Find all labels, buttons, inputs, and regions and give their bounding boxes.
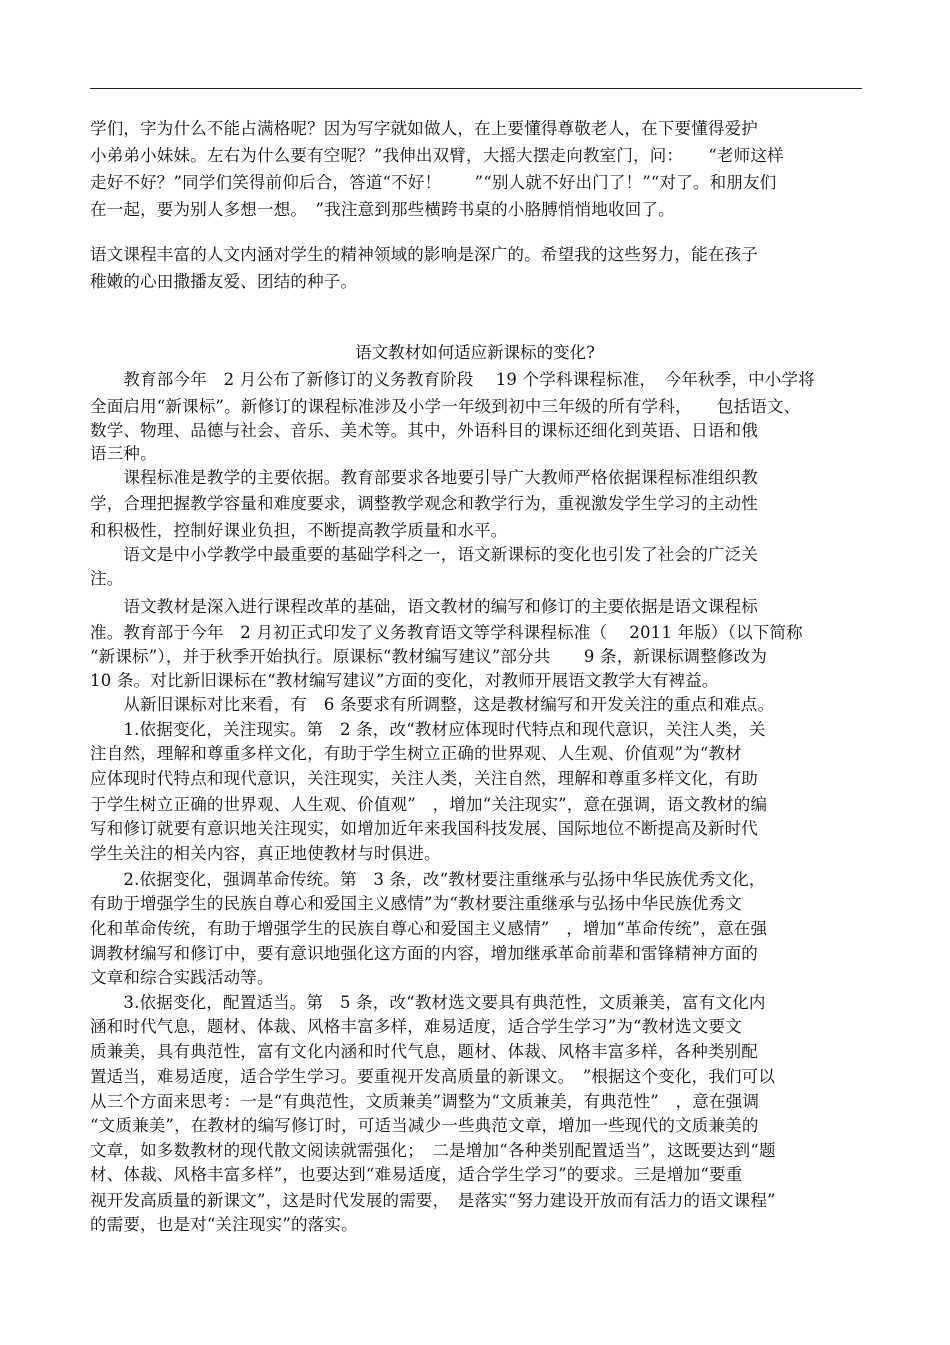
text-line: 应体现时代特点和现代意识，关注现实，关注人类，关注自然，理解和尊重多样文化，有助	[90, 769, 758, 788]
text-line: 注自然，理解和尊重多样文化，有助于学生树立正确的世界观、人生观、价值观”为“教材	[90, 744, 742, 763]
text-line: 和积极性，控制好课业负担，不断提高教学质量和水平。	[90, 521, 508, 540]
text-line: 文章，如多数教材的现代散文阅读就需强化； 二是增加“各种类别配置适当”，这既要达到“题	[90, 1141, 776, 1160]
text-line: 语文课程丰富的人文内涵对学生的精神领域的影响是深广的。希望我的这些努力，能在孩子	[90, 245, 758, 264]
text-line: 写和修订就要有意识地关注现实，如增加近年来我国科技发展、国际地位不断提高及新时代	[90, 819, 758, 838]
text-line: 学生关注的相关内容，真正地使教材与时俱进。	[90, 844, 441, 863]
text-line: 从三个方面来思考：一是“有典范性，文质兼美”调整为“文质兼美，有典范性” ，意在强调	[90, 1092, 760, 1111]
text-line: “新课标”），并于秋季开始执行。原课标“教材编写建议”部分共 9 条，新课标调整修改为	[90, 647, 768, 666]
text-line: 数学、物理、品德与社会、音乐、美术等。其中，外语科目的课标还细化到英语、日语和俄	[90, 421, 758, 440]
text-line: 在一起，要为别人多想一想。 ”我注意到那些横跨书桌的小胳膊悄悄地收回了。	[90, 200, 675, 219]
text-line: 稚嫩的心田撒播友爱、团结的种子。	[90, 272, 358, 291]
text-line: 文章和综合实践活动等。	[90, 968, 274, 987]
text-line: 走好不好？”同学们笑得前仰后合，答道“不好！ ”“别人就不好出门了！”“对了。和朋友们	[90, 173, 777, 192]
text-line: 教育部今年 2 月公布了新修订的义务教育阶段 19 个学科课程标准， 今年秋季，中小学将	[90, 370, 815, 389]
text-line: 2.依据变化，强调革命传统。第 3 条，改“教材要注重继承与弘扬中华民族优秀文化，	[90, 870, 766, 889]
text-line: 准。教育部于今年 2 月初正式印发了义务教育语文等学科课程标准（ 2011 年版）（以下简称	[90, 623, 803, 642]
text-line: 化和革命传统，有助于增强学生的民族自尊心和爱国主义感情” ，增加“革命传统”，意在强	[90, 919, 768, 938]
text-line: 从新旧课标对比来看，有 6 条要求有所调整，这是教材编写和开发关注的重点和难点。	[90, 695, 775, 714]
text-line: “文质兼美”，在教材的编写修订时，可适当减少一些典范文章，增加一些现代的文质兼美的	[90, 1116, 759, 1135]
text-line: 语文教材是深入进行课程改革的基础，语文教材的编写和修订的主要依据是语文课程标	[90, 597, 758, 616]
text-line: 10 条。对比新旧课标在“教材编写建议”方面的变化，对教师开展语文教学大有裨益。	[90, 671, 719, 690]
text-line: 置适当，难易适度，适合学生学习。要重视开发高质量的新课文。 ”根据这个变化，我们可以	[90, 1067, 776, 1086]
text-line: 1.依据变化，关注现实。第 2 条，改“教材应体现时代特点和现代意识，关注人类，关	[90, 720, 766, 739]
text-line: 涵和时代气息，题材、体裁、风格丰富多样，难易适度，适合学生学习”为“教材选文要文	[90, 1017, 742, 1036]
text-line: 材、体裁、风格丰富多样”，也要达到“难易适度，适合学生学习”的要求。三是增加“要重	[90, 1165, 743, 1184]
text-line: 全面启用“新课标”。新修订的课程标准涉及小学一年级到初中三年级的所有学科， 包括语文、	[90, 397, 801, 416]
text-line: 3.依据变化，配置适当。第 5 条，改“教材选文要具有典范性，文质兼美，富有文化内	[90, 993, 766, 1012]
text-line: 调教材编写和修订中，要有意识地强化这方面的内容，增加继承革命前辈和雷锋精神方面的	[90, 944, 758, 963]
text-line: 于学生树立正确的世界观、人生观、价值观” ，增加“关注现实”，意在强调，语文教材的编	[90, 795, 768, 814]
text-line: 学们，字为什么不能占满格呢？因为写字就如做人，在上要懂得尊敬老人，在下要懂得爱护	[90, 119, 758, 138]
text-line: 课程标准是教学的主要依据。教育部要求各地要引导广大教师严格依据课程标准组织教	[90, 468, 758, 487]
text-line: 视开发高质量的新课文”，这是时代发展的需要， 是落实“努力建设开放而有活力的语文课程”	[90, 1191, 776, 1210]
text-line: 质兼美，具有典范性，富有文化内涵和时代气息，题材、体裁、风格丰富多样，各种类别配	[90, 1042, 758, 1061]
header-rule	[90, 88, 862, 89]
article-title: 语文教材如何适应新课标的变化?	[355, 343, 595, 362]
text-line: 语三种。	[90, 444, 157, 463]
text-line: 注。	[90, 569, 124, 588]
text-line: 小弟弟小妹妹。左右为什么要有空呢？”我伸出双臂，大摇大摆走向教室门，问： “老师这样	[90, 146, 784, 165]
text-line: 语文是中小学教学中最重要的基础学科之一，语文新课标的变化也引发了社会的广泛关	[90, 545, 758, 564]
text-line: 学，合理把握教学容量和难度要求，调整教学观念和教学行为，重视激发学生学习的主动性	[90, 494, 758, 513]
text-line: 的需要，也是对“关注现实”的落实。	[90, 1215, 358, 1234]
text-line: 有助于增强学生的民族自尊心和爱国主义感情”为“教材要注重继承与弘扬中华民族优秀文	[90, 894, 742, 913]
